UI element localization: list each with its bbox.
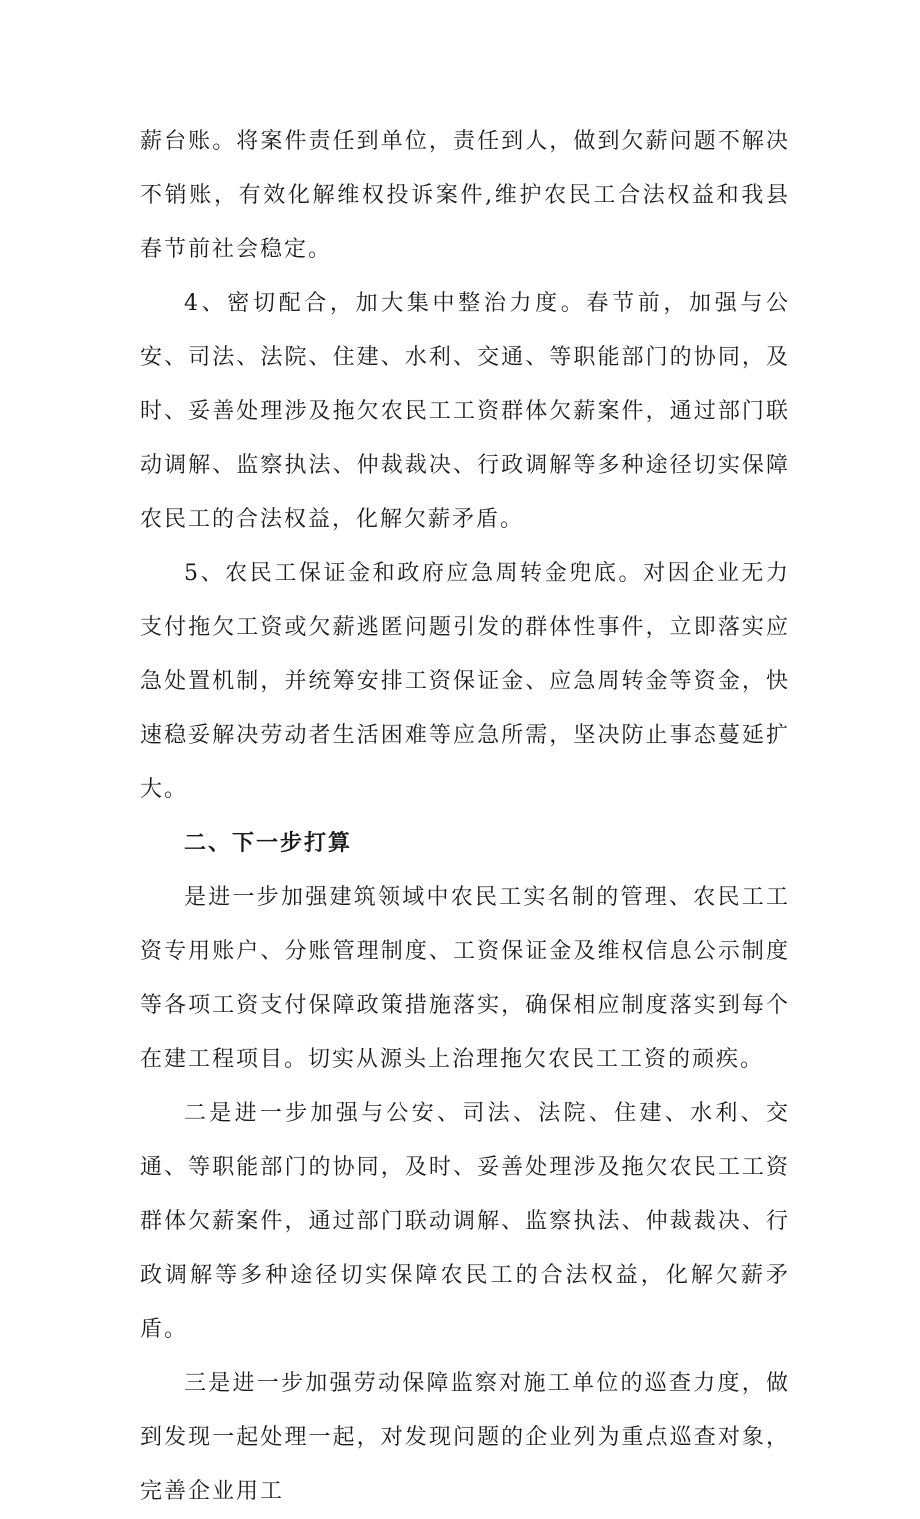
paragraph-item-5: 5、农民工保证金和政府应急周转金兜底。对因企业无力支付拖欠工资或欠薪逃匿问题引发的群体性事件，立即落实应急处置机制，并统筹安排工资保证金、应急周转金等资金，快速稳妥解决劳动者生活困难等应急所需，坚决防止事态蔓延扩大。 xyxy=(140,561,790,802)
paragraph-next-step-1: 是进一步加强建筑领域中农民工实名制的管理、农民工工资专用账户、分账管理制度、工资保证金及维权信息公示制度等各项工资支付保障政策措施落实，确保相应制度落实到每个在建工程项目。切实从源头上治理拖欠农民工工资的顽疾。 xyxy=(140,885,790,1072)
paragraph-next-step-2: 二是进一步加强与公安、司法、法院、住建、水利、交通、等职能部门的协同，及时、妥善处理涉及拖欠农民工工资群体欠薪案件，通过部门联动调解、监察执法、仲裁裁决、行政调解等多种途径切实保障农民工的合法权益，化解欠薪矛盾。 xyxy=(140,1101,790,1342)
paragraph-next-step-3: 三是进一步加强劳动保障监察对施工单位的巡查力度，做到发现一起处理一起，对发现问题的企业列为重点巡查对象，完善企业用工 xyxy=(140,1371,790,1504)
paragraph-item-4: 4、密切配合，加大集中整治力度。春节前，加强与公安、司法、法院、住建、水利、交通、等职能部门的协同，及时、妥善处理涉及拖欠农民工工资群体欠薪案件，通过部门联动调解、监察执法、仲裁裁决、行政调解等多种途径切实保障农民工的合法权益，化解欠薪矛盾。 xyxy=(140,291,790,532)
document-body xyxy=(140,115,790,1519)
section-heading-next-steps: 二、下一步打算 xyxy=(184,831,353,856)
paragraph-continuation: 薪台账。将案件责任到单位，责任到人，做到欠薪问题不解决不销账，有效化解维权投诉案件,维护农民工合法权益和我县春节前社会稳定。 xyxy=(140,129,790,262)
